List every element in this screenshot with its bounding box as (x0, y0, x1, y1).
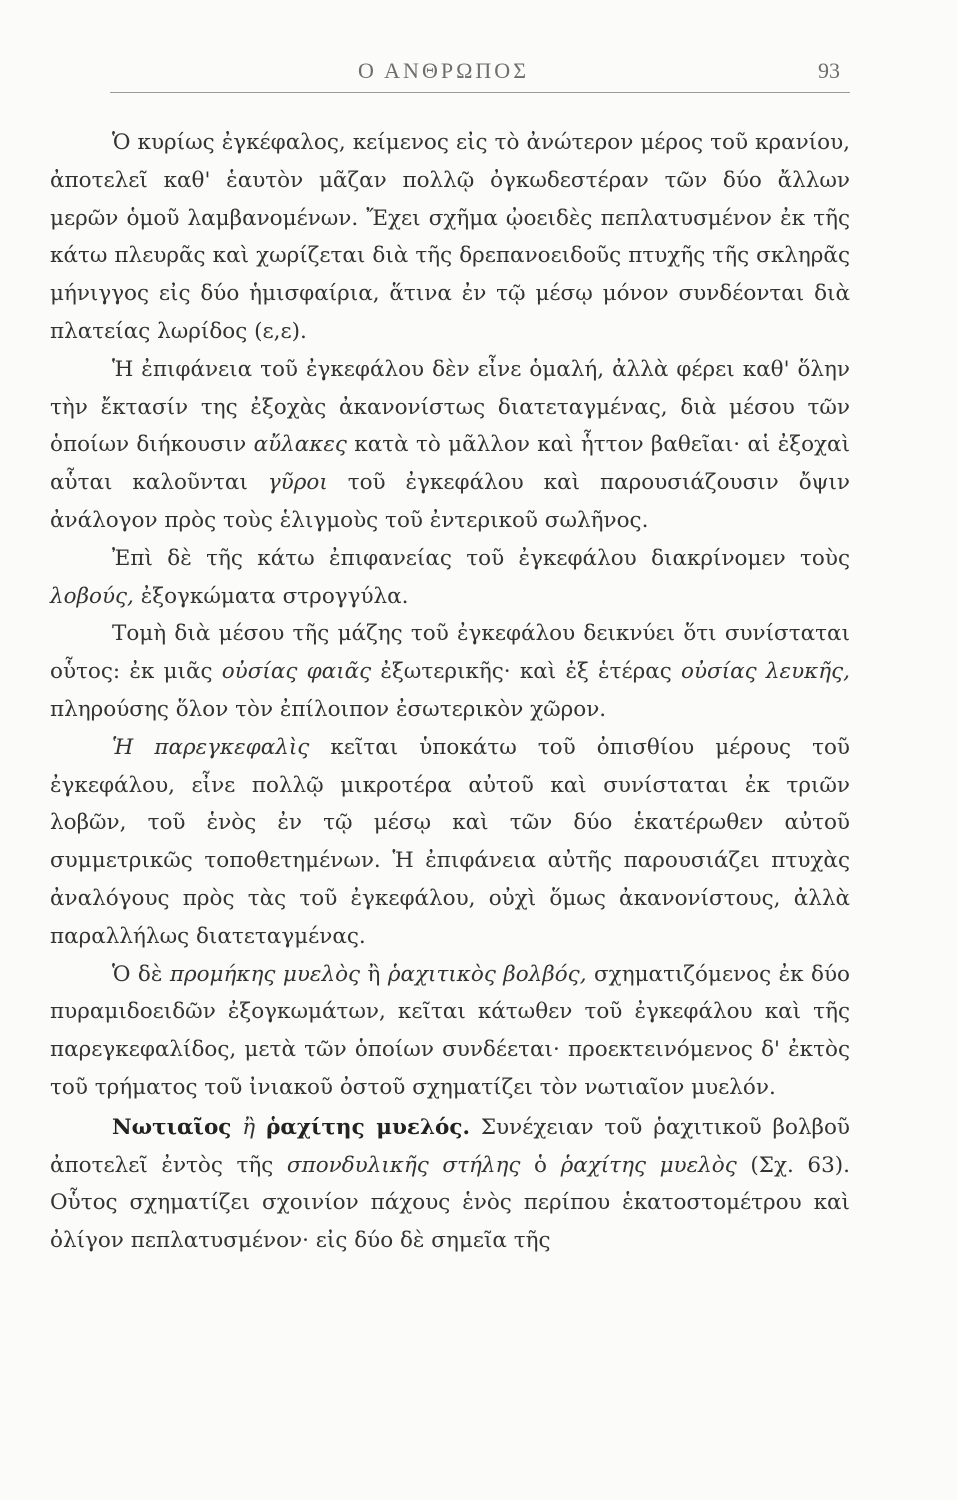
italic-term: Ἡ παρεγκεφαλὶς (112, 734, 310, 760)
paragraph (50, 351, 850, 540)
section-heading: Νωτιαῖος (112, 1114, 232, 1140)
text-run: κατὰ τὸ μᾶλλον καὶ ἧττον βαθεῖαι· αἱ ἐξοχαὶ αὗται καλοῦνται (50, 432, 850, 496)
text-run: Ἡ ἐπιφάνεια τοῦ ἐγκεφάλου δὲν εἶνε ὁμαλή, ἀλλὰ φέρει καθ' ὅλην τὴν ἔκτασίν της ἐξοχὰς ἀκανονίστως διατεταγμένας, διὰ μέσου τῶν ὁποίων διήκουσιν (50, 356, 850, 458)
text-run: τοῦ ἐγκεφάλου καὶ παρουσιάζουσιν ὄψιν ἀνάλογον πρὸς τοὺς ἑλιγμοὺς τοῦ ἐντερικοῦ σωλῆνος. (50, 470, 850, 533)
running-head: Ο ΑΝΘΡΩΠΟΣ (358, 58, 530, 83)
text-run: Ὁ κυρίως ἐγκέφαλος, κείμενος εἰς τὸ ἀνώτερον μέρος τοῦ κρανίου, ἀποτελεῖ καθ' ἑαυτὸν μᾶζαν πολλῷ ὀγκωδεστέραν τῶν δύο ἄλλων μερῶν ὁμοῦ λαμβανομένων. Ἔχει σχῆμα ᾠοειδὲς πεπλατυσμένον ἐκ τῆς κάτω πλευρᾶς καὶ χωρίζεται διὰ τῆς δρεπανοειδοῦς πτυχῆς τῆς σκληρᾶς μήνιγγος εἰς δύο ἡμισφαίρια, ἅτινα ἐν τῷ μέσῳ μόνον συνδέονται διὰ πλατείας λωρίδος (ε,ε). (50, 130, 850, 344)
section-heading: ῥαχίτης μυελός. (266, 1114, 470, 1140)
text-run: πληρούσης ὅλον τὸν ἐπίλοιπον ἐσωτερικὸν χῶρον. (50, 696, 607, 722)
italic-term: προμήκης μυελὸς (169, 961, 361, 987)
text-run: (Σχ. 63). Οὗτος σχηματίζει σχοινίον πάχους ἑνὸς περίπου ἑκατοστομέτρου καὶ ὀλίγον πεπλατυσμένον· εἰς δύο δὲ σημεῖα τῆς (50, 1152, 850, 1254)
header-rule (110, 92, 850, 93)
text-run: Ἐπὶ δὲ τῆς κάτω ἐπιφανείας τοῦ ἐγκεφάλου διακρίνομεν τοὺς (112, 545, 850, 571)
text-run: κεῖται ὑποκάτω τοῦ ὀπισθίου μέρους τοῦ ἐγκεφάλου, εἶνε πολλῷ μικροτέρα αὐτοῦ καὶ συνίσταται ἐκ τριῶν λοβῶν, τοῦ ἑνὸς ἐν τῷ μέσῳ καὶ τῶν δύο ἑκατέρωθεν αὐτοῦ συμμετρικῶς τοποθετημένων. Ἡ ἐπιφάνεια αὐτῆς παρουσιάζει πτυχὰς ἀναλόγους πρὸς τὰς τοῦ ἐγκεφάλου, οὐχὶ ὅμως ἀκανονίστους, ἀλλὰ παραλλήλως διατεταγμένας. (50, 734, 851, 949)
italic-term: οὐσίας λευκῆς, (681, 659, 851, 685)
body-text (50, 124, 850, 1260)
text-run: ἐξογκώματα στρογγύλα. (133, 583, 409, 609)
text-run: Συνέχειαν τοῦ ῥαχιτικοῦ βολβοῦ ἀποτελεῖ ἐντὸς τῆς (50, 1114, 850, 1178)
italic-term: λοβούς, (50, 583, 134, 609)
paragraph (50, 124, 850, 351)
italic-term: γῦροι (267, 470, 328, 496)
italic-term: ῥαχιτικὸς βολβός, (387, 961, 587, 987)
page-number: 93 (818, 58, 840, 83)
paragraph (50, 1109, 850, 1260)
italic-term: σπονδυλικῆς στήλης (286, 1152, 521, 1178)
paragraph (50, 729, 850, 956)
text-run: Τομὴ διὰ μέσου τῆς μάζης τοῦ ἐγκεφάλου δεικνύει ὅτι συνίσταται οὗτος: ἐκ μιᾶς (50, 621, 850, 685)
italic-term: οὐσίας φαιᾶς (221, 659, 372, 685)
paragraph (50, 956, 850, 1107)
paragraph (50, 615, 850, 728)
italic-term: αὔλακες (253, 432, 347, 458)
text-run: ἐξωτερικῆς· καὶ ἐξ ἑτέρας (371, 659, 682, 685)
text-run: Ὁ δὲ (112, 961, 170, 987)
paragraph (50, 540, 850, 616)
text-run: ἢ (360, 961, 388, 987)
text-run: ὁ (520, 1152, 561, 1178)
italic-term: ἢ (231, 1114, 267, 1140)
text-run: σχηματιζόμενος ἐκ δύο πυραμιδοειδῶν ἐξογκωμάτων, κεῖται κάτωθεν τοῦ ἐγκεφάλου καὶ τῆς παρεγκεφαλίδος, μετὰ τῶν ὁποίων συνδέεται· προεκτεινόμενος δ' ἐκτὸς τοῦ τρήματος τοῦ ἰνιακοῦ ὀστοῦ σχηματίζει τὸν νωτιαῖον μυελόν. (50, 961, 850, 1100)
italic-term: ῥαχίτης μυελὸς (560, 1152, 737, 1178)
